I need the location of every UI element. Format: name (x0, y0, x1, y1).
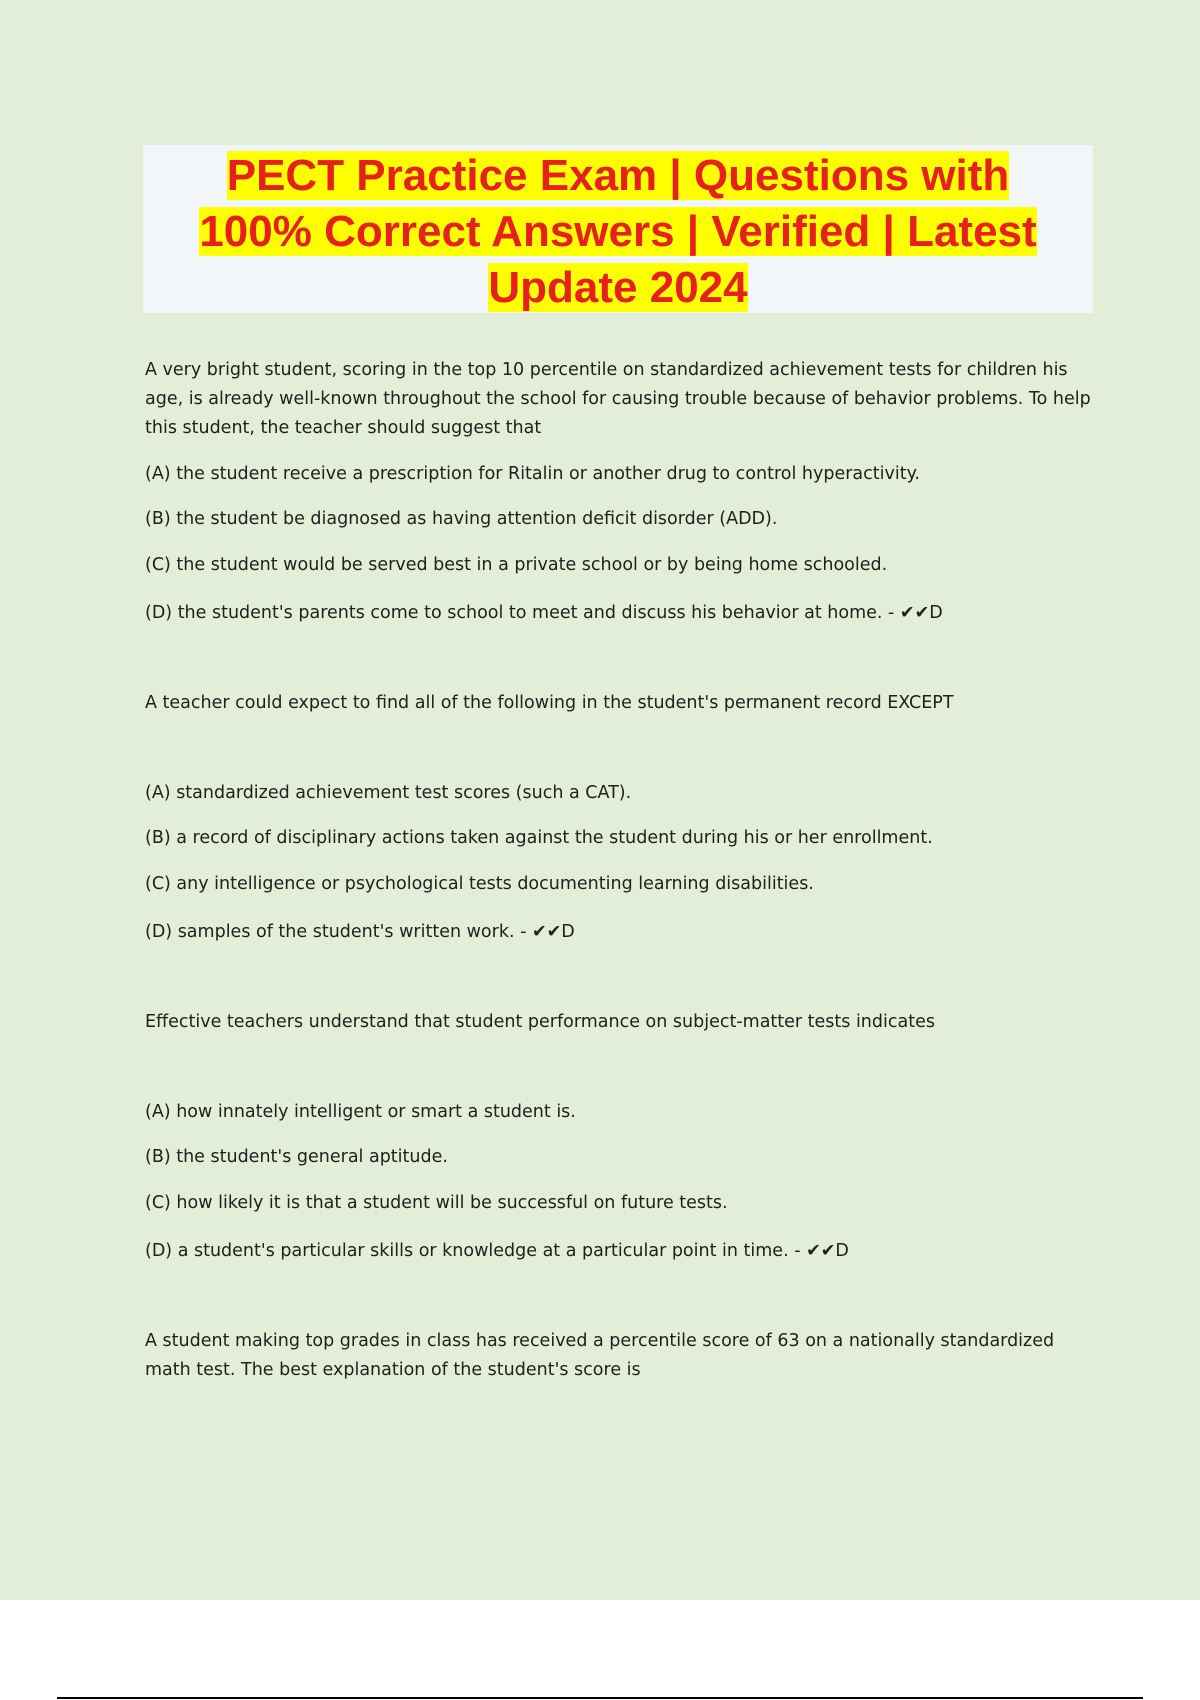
answer-option: (A) the student receive a prescription for Ritalin or another drug to control hyperactivity. (145, 464, 920, 484)
question-block (145, 356, 1095, 628)
document-title (143, 145, 1093, 316)
answer-option: (C) the student would be served best in a private school or by being home schooled. (145, 555, 888, 575)
question-block (145, 1327, 1095, 1385)
question-block (145, 1008, 1095, 1266)
answer-option-correct: (D) samples of the student's written work. - ✔✔D (145, 922, 575, 942)
question-text: A teacher could expect to find all of the following in the student's permanent record EXCEPT (145, 693, 954, 713)
answer-option: (A) standardized achievement test scores (such a CAT). (145, 783, 632, 803)
page-divider (57, 1697, 1143, 1699)
answer-option: (B) the student be diagnosed as having attention deficit disorder (ADD). (145, 509, 778, 529)
question-block (145, 689, 1095, 947)
question-text: Effective teachers understand that student performance on subject-matter tests indicates (145, 1012, 935, 1032)
answer-option-correct: (D) the student's parents come to school to meet and discuss his behavior at home. - ✔✔D (145, 603, 943, 623)
answer-option: (B) the student's general aptitude. (145, 1147, 448, 1167)
answer-option: (C) how likely it is that a student will be successful on future tests. (145, 1193, 728, 1213)
title-line-2: 100% Correct Answers | Verified | Latest (199, 207, 1037, 256)
questions-content (145, 356, 1095, 1385)
title-line-1: PECT Practice Exam | Questions with (226, 151, 1010, 200)
answer-option-correct: (D) a student's particular skills or knowledge at a particular point in time. - ✔✔D (145, 1241, 849, 1261)
question-text: A very bright student, scoring in the top 10 percentile on standardized achievement tests for children his age, is already well-known throughout the school for causing trouble because of behavior problems. To help this student, the teacher should suggest that (145, 360, 1091, 438)
answer-option: (A) how innately intelligent or smart a student is. (145, 1102, 576, 1122)
answer-option: (B) a record of disciplinary actions taken against the student during his or her enrollment. (145, 828, 933, 848)
question-text: A student making top grades in class has received a percentile score of 63 on a nationally standardized math test. The best explanation of the student's score is (145, 1331, 1055, 1380)
title-box (143, 145, 1093, 313)
title-line-3: Update 2024 (488, 263, 748, 312)
answer-option: (C) any intelligence or psychological tests documenting learning disabilities. (145, 874, 814, 894)
